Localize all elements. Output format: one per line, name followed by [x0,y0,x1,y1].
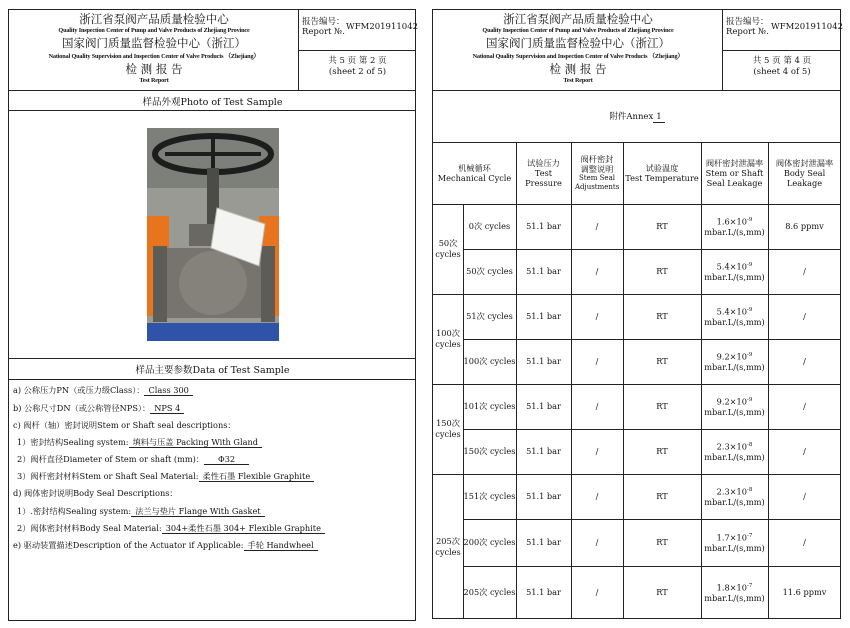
left-supervision-en: National Quality Supervision and Inspection Center of Valve Products （Zhejiang） [48,53,260,60]
left-report-no-label: 报告编号： Report №. [302,17,345,37]
left-center-en: Quality Inspection Center of Pump and Valve Products of Zhejiang Province [58,27,250,34]
stem-leakage-cell: $1.7\times 10^{-7}$ mbar.L/(s,mm) [704,532,765,554]
adjust-cell: / [595,587,599,597]
adjust-cell: / [595,446,599,456]
col-test-temperature: 试验温度 Test Temperature [625,163,699,183]
cycle-cell: 50次 cycles [466,266,513,276]
pressure-cell: 51.1 bar [526,446,561,456]
temp-cell: RT [656,491,668,501]
adjust-cell: / [595,537,599,547]
temp-cell: RT [656,221,668,231]
col-stem-leakage: 阀杆密封泄漏率 Stem or Shaft Seal Leakage [705,158,764,188]
temp-cell: RT [656,311,668,321]
pressure-cell: 51.1 bar [526,356,561,366]
right-center-cn: 浙江省泵阀产品质量检验中心 [503,12,653,26]
group-100-cycles: 100次 cycles [435,328,461,349]
temp-cell: RT [656,356,668,366]
param-stem-sealing-system: 1）密封结构Sealing system: 填料与压盖 Packing With Gland [17,437,262,448]
cycle-cell: 0次 cycles [468,221,511,231]
body-cell: / [803,537,806,547]
right-sheet [432,9,844,619]
right-report-no-label: 报告编号： Report №. [726,17,769,37]
cycle-cell: 200次 cycles [463,537,516,547]
right-center-en: Quality Inspection Center of Pump and Valve Products of Zhejiang Province [482,27,674,34]
adjust-cell: / [595,356,599,366]
pressure-cell: 51.1 bar [526,587,561,597]
param-body-sealing-system: 1）.密封结构Sealing system: 法兰与垫片 Flange With Gasket [17,506,265,517]
right-report-cn: 检 测 报 告 [549,62,607,76]
body-cell: / [803,446,806,456]
cycle-cell: 205次 cycles [463,587,516,597]
right-report-en: Test Report [563,77,593,84]
temp-cell: RT [656,446,668,456]
param-nominal-size: b) 公称尺寸DN（或公称管径NPS）： NPS 4 [13,403,184,414]
stem-leakage-cell: $2.3\times 10^{-8}$ mbar.L/(s,mm) [704,441,765,463]
temp-cell: RT [656,537,668,547]
left-sheet [8,9,419,621]
photo-section-title: 样品外观Photo of Test Sample [142,97,283,108]
adjust-cell: / [595,491,599,501]
pressure-cell: 51.1 bar [526,311,561,321]
param-body-seal-material: 2）阀体密封材料Body Seal Material: 304+柔性石墨 304+ Flexible Graphite [17,523,325,534]
pressure-cell: 51.1 bar [526,537,561,547]
left-page-info: 共 5 页 第 2 页 (sheet 2 of 5) [328,56,387,77]
cycle-cell: 151次 cycles [463,491,516,501]
left-supervision-cn: 国家阀门质量监督检验中心（浙江） [62,36,246,50]
stem-leakage-cell: $1.8\times 10^{-7}$ mbar.L/(s,mm) [704,582,765,604]
right-supervision-cn: 国家阀门质量监督检验中心（浙江） [486,36,670,50]
group-150-cycles: 150次 cycles [435,418,461,439]
param-stem-diameter: 2）阀杆直径Diameter of Stem or shaft (mm)： Φ32 [17,454,249,465]
left-report-no: WFM201911042 [346,22,419,32]
body-cell: / [803,356,806,366]
adjust-cell: / [595,401,599,411]
col-mechanical-cycle: 机械循环 Mechanical Cycle [437,163,512,183]
stem-leakage-cell: $9.2\times 10^{-9}$ mbar.L/(s,mm) [704,396,765,418]
stem-leakage-cell: $1.6\times 10^{-9}$ mbar.L/(s,mm) [704,216,765,238]
param-stem-seal-material: 3）阀杆密封材料Stem or Shaft Seal Material: 柔性石墨 Flexible Graphite [17,471,314,482]
stem-leakage-cell: $2.3\times 10^{-8}$ mbar.L/(s,mm) [704,486,765,508]
left-center-cn: 浙江省泵阀产品质量检验中心 [79,12,229,26]
right-supervision-en: National Quality Supervision and Inspection Center of Valve Products （Zhejiang） [472,53,684,60]
stem-leakage-cell: $5.4\times 10^{-9}$ mbar.L/(s,mm) [704,306,765,328]
col-stem-seal-adjustments: 阀杆密封调整说明 Stem Seal Adjustments [575,154,620,191]
body-cell: 8.6 ppmv [785,221,824,231]
param-actuator: e) 驱动装置描述Description of the Actuator if Applicable: 手轮 Handwheel [13,540,318,551]
cycle-cell: 51次 cycles [466,311,513,321]
temp-cell: RT [656,266,668,276]
left-report-en: Test Report [139,77,169,84]
valve-photo [147,128,279,341]
pressure-cell: 51.1 bar [526,266,561,276]
adjust-cell: / [595,221,599,231]
param-stem-seal-desc: c) 阀杆（轴）密封说明Stem or Shaft seal descriptions： [13,420,236,430]
param-body-seal-desc: d) 阀体密封说明Body Seal Descriptions： [13,488,178,498]
left-report-cn: 检 测 报 告 [125,62,183,76]
col-body-leakage: 阀体密封泄漏率 Body Seal Leakage [775,158,834,188]
cycle-cell: 101次 cycles [463,401,516,411]
data-section-title: 样品主要参数Data of Test Sample [135,365,290,376]
adjust-cell: / [595,266,599,276]
pressure-cell: 51.1 bar [526,221,561,231]
stem-leakage-cell: $9.2\times 10^{-9}$ mbar.L/(s,mm) [704,351,765,373]
right-report-no: WFM201911042 [771,22,844,32]
body-cell: 11.6 ppmv [782,587,827,597]
cycle-cell: 150次 cycles [463,446,516,456]
body-cell: / [803,311,806,321]
stem-leakage-cell: $5.4\times 10^{-9}$ mbar.L/(s,mm) [704,261,765,283]
param-pressure-class: a) 公称压力PN（或压力级Class）： Class 300 [13,385,193,396]
pressure-cell: 51.1 bar [526,401,561,411]
pressure-cell: 51.1 bar [526,491,561,501]
body-cell: / [803,266,806,276]
body-cell: / [803,491,806,501]
col-test-pressure: 试验压力 Test Pressure [525,158,562,188]
annex-label: 附件Annex 1 [433,110,841,123]
cycle-cell: 100次 cycles [463,356,516,366]
temp-cell: RT [656,587,668,597]
body-cell: / [803,401,806,411]
group-50-cycles: 50次 cycles [435,238,461,259]
adjust-cell: / [595,311,599,321]
right-page-info: 共 5 页 第 4 页 (sheet 4 of 5) [752,56,812,77]
group-205-cycles: 205次 cycles [435,535,461,557]
temp-cell: RT [656,401,668,411]
